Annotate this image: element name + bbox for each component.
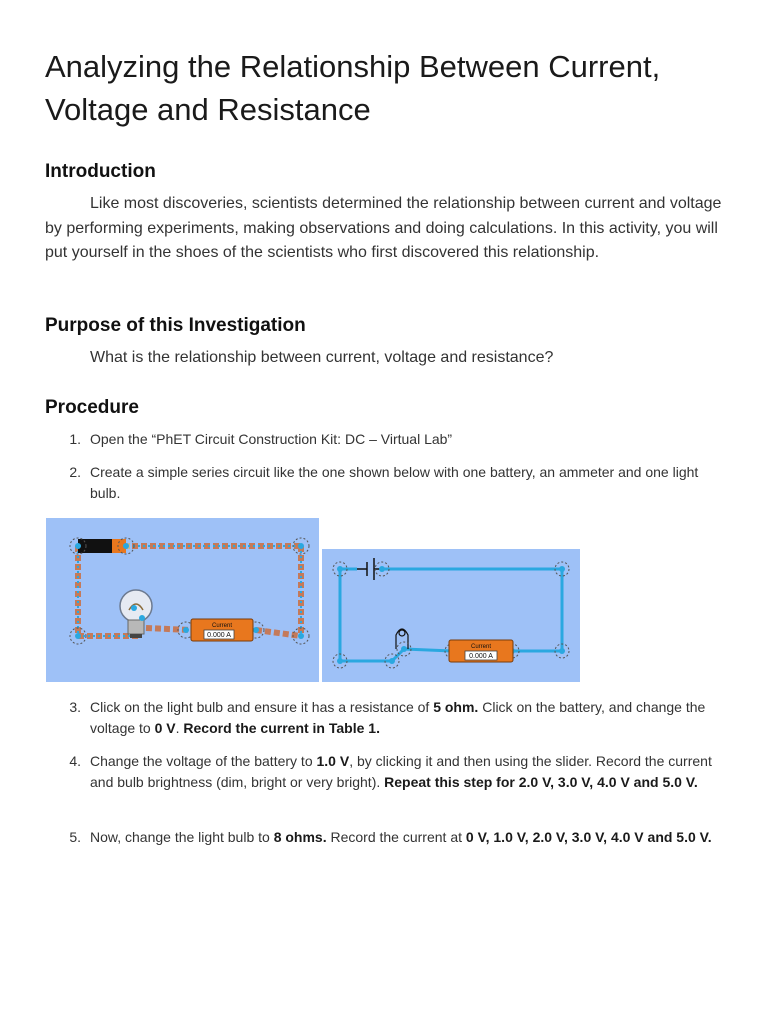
introduction-text: Like most discoveries, scientists determined the relationship between current and voltage by performing experiments, making observations and doing calculations. In this activity, you will put yourself in the shoes of the scientists who first discovered this relationship. [45,195,722,261]
introduction-heading: Introduction [45,161,156,182]
circuit-image-left [46,518,319,682]
step-text: Change the voltage of the battery to 1.0 V, by clicking it and then using the slider. Record the current and bulb brightness (dim, bright or very bright). Repeat this step for 2.0 V, 3.0 V, 4.0 V and 5.0 V. [90,753,712,790]
step-text: Now, change the light bulb to 8 ohms. Record the current at 0 V, 1.0 V, 2.0 V, 3.0 V, 4.0 V and 5.0 V. [90,829,712,845]
circuit-figure [46,518,580,682]
purpose-text: What is the relationship between current, voltage and resistance? [90,349,554,366]
step-number: 3. [69,699,81,715]
step-number: 5. [69,829,81,845]
ammeter-reading: 0.000 A [207,632,231,639]
step-text: Create a simple series circuit like the one shown below with one battery, an ammeter and one light bulb. [90,464,699,501]
page-title: Analyzing the Relationship Between Current, Voltage and Resistance [45,49,661,127]
ammeter-icon [449,640,513,662]
circuit-left-svg [46,518,319,682]
introduction-paragraph [45,192,725,266]
ammeter-icon [191,619,253,641]
circuit-image-right [322,549,580,682]
purpose-paragraph [45,346,725,371]
step-number: 1. [69,431,81,447]
step-text: Click on the light bulb and ensure it has a resistance of 5 ohm. Click on the battery, and change the voltage to 0 V. Record the current in Table 1. [90,699,706,736]
ammeter-label: Current [470,644,492,650]
ammeter-reading: 0.000 A [469,653,493,660]
step-number: 4. [69,753,81,769]
step-number: 2. [69,464,81,480]
procedure-heading: Procedure [45,397,139,418]
step-text: Open the “PhET Circuit Construction Kit: DC – Virtual Lab” [90,431,453,447]
circuit-right-svg [322,549,580,682]
ammeter-label: Current [211,623,233,629]
purpose-heading: Purpose of this Investigation [45,315,306,336]
